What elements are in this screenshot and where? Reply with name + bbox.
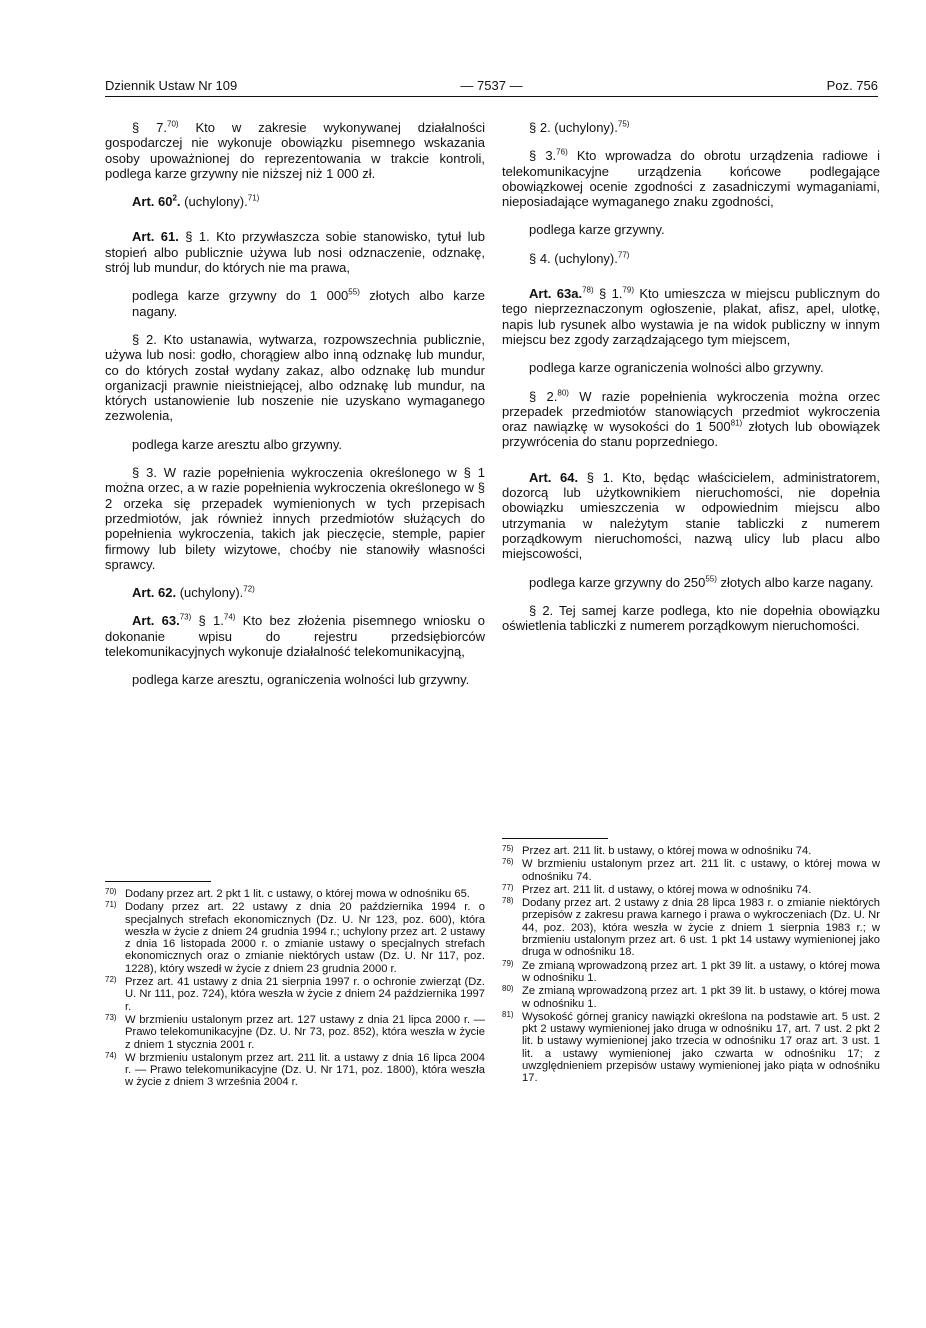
- footnote: 77) Przez art. 211 lit. d ustawy, o której mowa w odnośniku 74.: [502, 882, 812, 896]
- art63-par3: § 3.$^{76)}$ Kto wprowadza do obrotu urządzenia radiowe i telekomunikacyjne urządzenia końcowe podlegające obowiązkowej ocenie zgodności z zasadniczymi wymaganiami, nieposiadające wymaganego znaku zgodności,: [502, 147, 880, 210]
- art60-2: Art. $60^2$. (uchylony).$^{71)}$: [132, 193, 260, 210]
- art63-par2: § 2. (uchylony).$^{75)}$: [529, 119, 630, 135]
- art63a-par1: Art. 63a.$^{78)}$ § 1.$^{79)}$ Kto umieszcza w miejscu publicznym do tego nieprzeznaczonym ogłoszenie, plakat, afisz, apel, ulotkę, napis lub rysunek albo wystawia je na widok publiczny w innym miejscu bez zgody zarządzającego tym miejscem,: [502, 285, 881, 347]
- art64-par1-penalty: podlega karze grzywny do 250$^{55)}$ złotych albo karze nagany.: [529, 574, 874, 590]
- art61-par3: § 3. W razie popełnienia wykroczenia określonego w § 1 można orzec, a w razie popełnienia wykroczenia określonego w § 2 orzeka się przepadek wymienionych w tych przepisach przedmiotów, jak również innych przedmiotów służących do popełnienia wykroczenia, takich jak pieczęcie, stemple, papier firmowy lub bilety wizytowe, choćby nie stanowiły własności sprawcy.: [105, 465, 485, 572]
- art61-par2-penalty: podlega karze aresztu albo grzywny.: [132, 436, 343, 452]
- art63-par3-penalty: podlega karze grzywny.: [529, 222, 665, 238]
- art63a-par1-penalty: podlega karze ograniczenia wolności albo grzywny.: [529, 360, 824, 376]
- footnote: 79) Ze zmianą wprowadzoną przez art. 1 pkt 39 lit. a ustawy, o której mowa w odnośniku 1.: [502, 958, 880, 984]
- footnote-divider-right: [502, 838, 608, 839]
- page-header: [105, 76, 878, 97]
- footnote: 70) Dodany przez art. 2 pkt 1 lit. c ustawy, o której mowa w odnośniku 65.: [105, 887, 470, 900]
- art61-par1: Art. 61. § 1. Kto przywłaszcza sobie stanowisko, tytuł lub stopień albo publicznie używa lub nosi odznaczenie, odznakę, strój lub mundur, do których nie ma prawa,: [105, 229, 486, 276]
- footnote: 78) Dodany przez art. 2 ustawy z dnia 28 lipca 1983 r. o zmianie niektórych przepisów z zakresu prawa karnego i prawa o wykroczeniach (Dz. U. Nr 44, poz. 203), która weszła w życie z dniem 1 sierpnia 1983 r.; w brzmieniu ustalonym przez art. 6 ust. 1 pkt 14 ustawy wymienionej jako druga w odnośniku 18.: [502, 896, 880, 959]
- footnotes-right: [502, 845, 880, 1086]
- footnote: 72) Przez art. 41 ustawy z dnia 21 sierpnia 1997 r. o ochronie zwierząt (Dz. U. Nr 111, poz. 724), która weszła w życie z dniem 24 października 1997 r.: [105, 975, 485, 1013]
- footnote: 81) Wysokość górnej granicy nawiązki określona na podstawie art. 5 ust. 2 pkt 2 ustawy wymienionej jako druga w odnośniku 17, art. 7 ust. 2 pkt 2 lit. b ustawy wymienionej jako trzecia w odnośniku 17 oraz art. 3 ust. 1 lit. a ustawy wymienionej jako czwarta w odnośniku 17; z uwzględnieniem przepisów ustawy wymienionej jako piąta w odnośniku 17.: [502, 1009, 880, 1085]
- art61-par2: § 2. Kto ustanawia, wytwarza, rozpowszechnia publicznie, używa lub nosi: godło, chorągiew albo inną odznakę lub mundur, co do których został wydany zakaz, albo odznakę lub mundur organizacji prawnie nieistniejącej, albo odznakę lub mundur, na których ustanowienie lub noszenie nie uzyskano wymaganego zezwolenia,: [105, 331, 485, 424]
- art63-par1: Art. 63.$^{73)}$ § 1.$^{74)}$ Kto bez złożenia pisemnego wniosku o dokonanie wpisu do rejestru przedsiębiorców telekomunikacyjnych wykonuje działalność telekomunikacyjną,: [105, 613, 486, 660]
- footnote-divider-left: [105, 881, 211, 882]
- footnote: 75) Przez art. 211 lit. b ustawy, o której mowa w odnośniku 74.: [502, 844, 812, 857]
- position-number: Poz. 756: [826, 78, 878, 93]
- page-number: — 7537 —: [460, 78, 523, 93]
- art60-1-par7: § 7.$^{70)}$ Kto w zakresie wykonywanej działalności gospodarczej nie wykonuje obowiązku pisemnego wskazania osoby upoważnionej do reprezentowania w trakcie kontroli, podlega karze grzywny nie niższej niż 1 000 zł.: [105, 119, 485, 181]
- right-column: [502, 120, 880, 646]
- footnote: 74) W brzmieniu ustalonym przez art. 211 lit. a ustawy z dnia 16 lipca 2004 r. — Prawo telekomunikacyjne (Dz. U. Nr 171, poz. 1800), która weszła w życie z dniem 3 września 2004 r.: [105, 1050, 485, 1089]
- art64-par1: Art. 64. § 1. Kto, będąc właścicielem, administratorem, dozorcą lub użytkownikiem nieruchomości, nie dopełnia obowiązku umieszczenia w odpowiednim miejscu albo utrzymania w należytym stanie tabliczki z numerem porządkowym nieruchomości, nazwą ulicy lub placu albo miejscowości,: [502, 469, 880, 562]
- art61-par1-penalty: podlega karze grzywny do 1 000$^{55)}$ złotych albo karze nagany.: [132, 288, 485, 319]
- art62: Art. 62. (uchylony).$^{72)}$: [132, 584, 255, 601]
- footnote: 73) W brzmieniu ustalonym przez art. 127 ustawy z dnia 21 lipca 2000 r. — Prawo telekomunikacyjne (Dz. U. Nr 73, poz. 852), która weszła w życie z dniem 1 stycznia 2001 r.: [105, 1012, 485, 1051]
- art63-par1-penalty: podlega karze aresztu, ograniczenia wolności lub grzywny.: [132, 672, 470, 688]
- journal-title: Dziennik Ustaw Nr 109: [105, 78, 238, 93]
- footnote: 80) Ze zmianą wprowadzoną przez art. 1 pkt 39 lit. b ustawy, o której mowa w odnośniku 1.: [502, 984, 880, 1010]
- art63a-par2: § 2.$^{80)}$ W razie popełnienia wykroczenia można orzec przepadek przedmiotów stanowiących przedmiot wykroczenia oraz nawiązkę w wysokości do 1 500$^{81)}$ złotych lub obowiązek przywrócenia do stanu poprzedniego.: [502, 388, 880, 450]
- footnote: 76) W brzmieniu ustalonym przez art. 211 lit. c ustawy, o której mowa w odnośniku 74.: [502, 857, 880, 883]
- footnotes-left: [105, 888, 485, 1090]
- footnote: 71) Dodany przez art. 22 ustawy z dnia 20 października 1994 r. o specjalnych strefach ekonomicznych (Dz. U. Nr 123, poz. 600), która weszła w życie z dniem 24 grudnia 1994 r.; uchylony przez art. 2 ustawy z dnia 16 listopada 2000 r. o zmianie ustawy o specjalnych strefach ekonomicznych oraz o zmianie niektórych ustaw (Dz. U. Nr 117, poz. 1228), który wszedł w życie z dniem 23 grudnia 2000 r.: [105, 900, 485, 975]
- left-column: [105, 120, 485, 701]
- art63-par4: § 4. (uchylony).$^{77)}$: [529, 250, 630, 266]
- art64-par2: § 2. Tej samej karze podlega, kto nie dopełnia obowiązku oświetlenia tabliczki z numerem porządkowym nieruchomości.: [502, 602, 880, 634]
